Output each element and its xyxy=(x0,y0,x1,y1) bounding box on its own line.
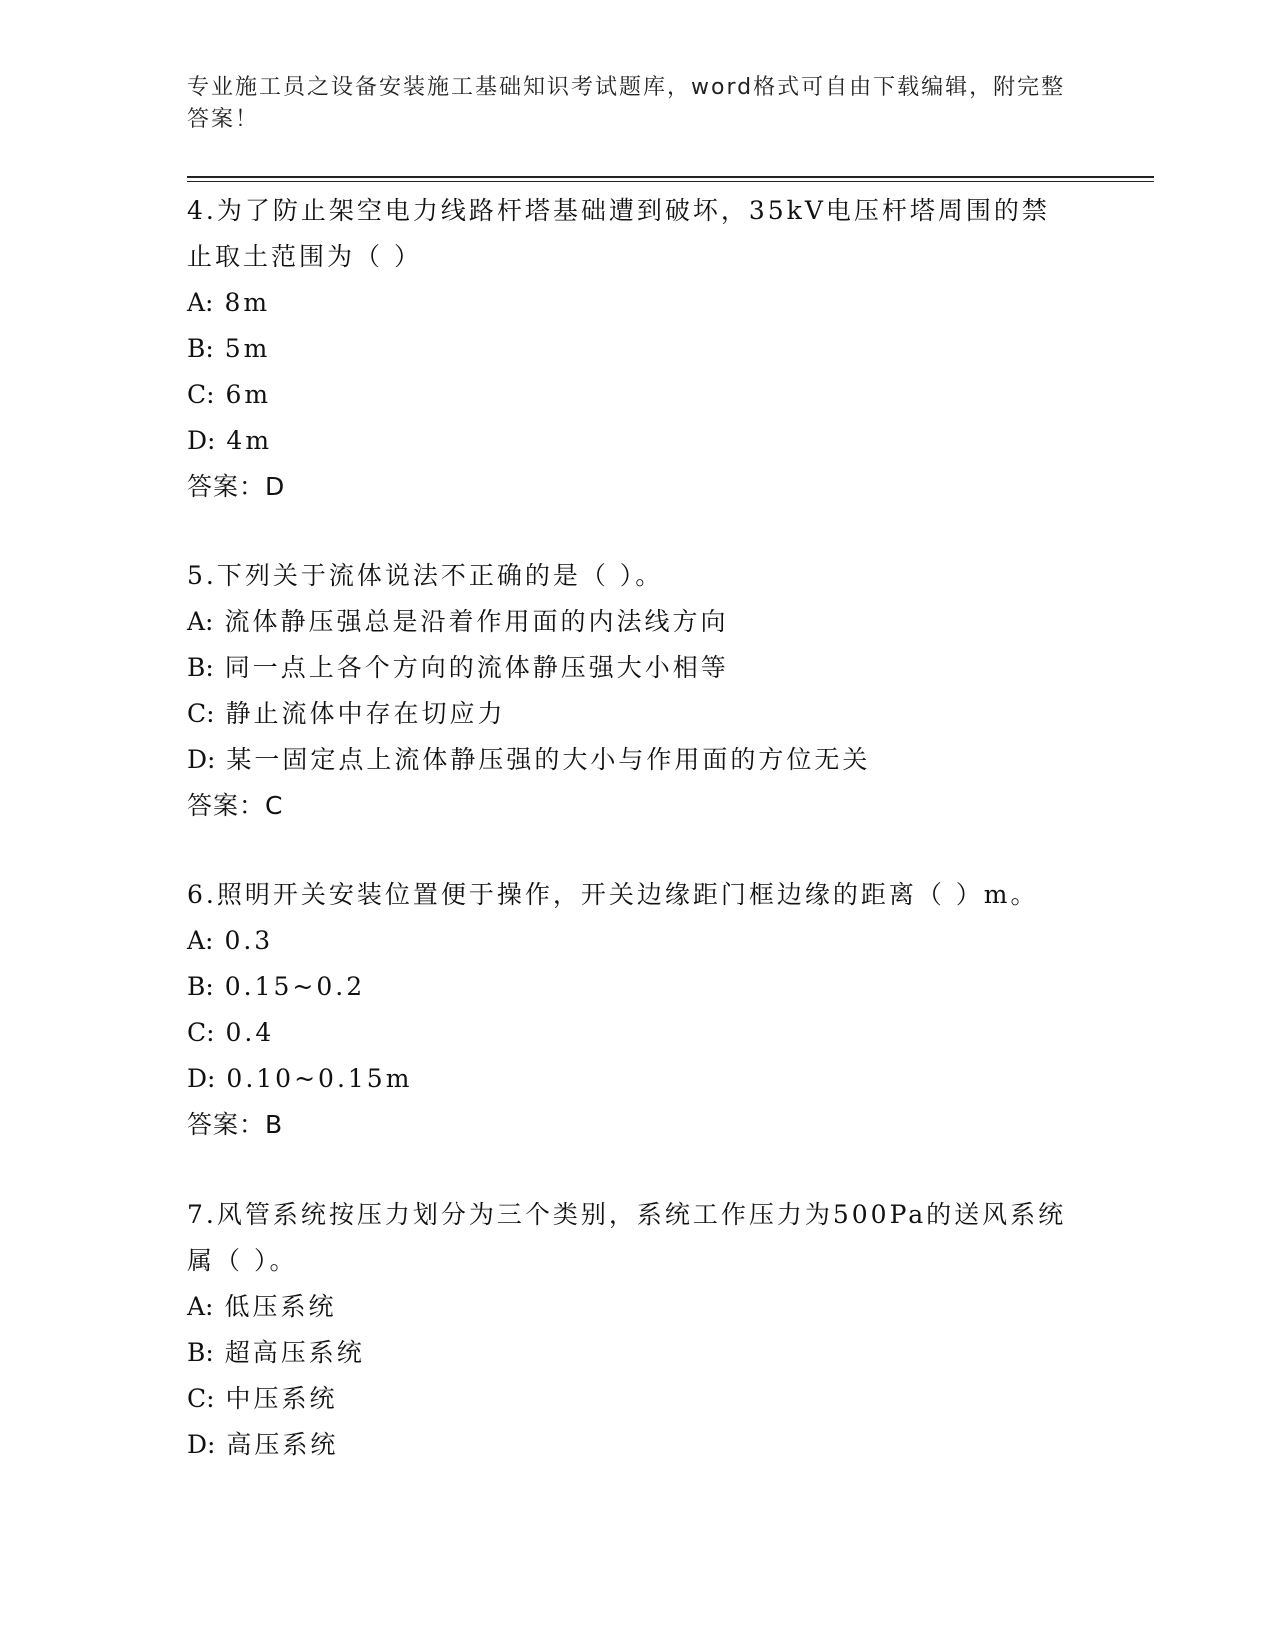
option-label: B: xyxy=(187,1338,214,1367)
option-text: 0.3 xyxy=(224,926,274,955)
option-label: B: xyxy=(187,653,214,682)
option-text: 高压系统 xyxy=(226,1430,339,1459)
question-stem: 4.为了防止架空电力线路杆塔基础遭到破坏，35kV电压杆塔周围的禁止取土范围为（ ） xyxy=(187,196,1050,271)
document-header: 专业施工员之设备安装施工基础知识考试题库，word格式可自由下载编辑，附完整答案！ xyxy=(187,75,1066,132)
option-a xyxy=(187,599,1067,645)
option-text: 0.10~0.15m xyxy=(226,1064,413,1093)
question-stem: 5.下列关于流体说法不正确的是（ ）。 xyxy=(187,561,664,590)
answer-line: 答案：C xyxy=(187,791,284,820)
option-text: 8m xyxy=(224,288,271,317)
option-d xyxy=(187,418,1067,464)
option-label: D: xyxy=(187,1064,216,1093)
option-d xyxy=(187,1422,1067,1468)
option-label: C: xyxy=(187,1018,215,1047)
header-divider-thick xyxy=(187,176,1154,178)
header-divider-thin xyxy=(187,181,1154,182)
option-b xyxy=(187,964,1067,1010)
answer-line: 答案：B xyxy=(187,1110,284,1139)
option-label: D: xyxy=(187,1430,216,1459)
option-label: C: xyxy=(187,699,215,728)
option-b xyxy=(187,1330,1067,1376)
option-text: 0.15~0.2 xyxy=(224,972,366,1001)
option-b xyxy=(187,645,1067,691)
option-text: 6m xyxy=(225,380,272,409)
option-text: 流体静压强总是沿着作用面的内法线方向 xyxy=(224,607,729,636)
option-d xyxy=(187,737,1067,783)
option-text: 低压系统 xyxy=(224,1292,337,1321)
option-label: A: xyxy=(187,607,214,636)
option-label: A: xyxy=(187,926,214,955)
option-a xyxy=(187,1284,1067,1330)
option-text: 超高压系统 xyxy=(224,1338,365,1367)
option-a xyxy=(187,918,1067,964)
option-text: 静止流体中存在切应力 xyxy=(225,699,506,728)
option-label: B: xyxy=(187,334,214,363)
option-text: 4m xyxy=(226,426,273,455)
option-text: 0.4 xyxy=(225,1018,275,1047)
option-b xyxy=(187,326,1067,372)
question-stem: 7.风管系统按压力划分为三个类别，系统工作压力为500Pa的送风系统属（ ）。 xyxy=(187,1200,1067,1275)
option-text: 同一点上各个方向的流体静压强大小相等 xyxy=(224,653,729,682)
option-d xyxy=(187,1056,1067,1102)
option-label: A: xyxy=(187,288,214,317)
question-6 xyxy=(187,872,1067,1148)
option-label: B: xyxy=(187,972,214,1001)
option-c xyxy=(187,1376,1067,1422)
option-c xyxy=(187,372,1067,418)
option-label: D: xyxy=(187,745,216,774)
question-4 xyxy=(187,188,1067,510)
question-7 xyxy=(187,1192,1067,1468)
option-label: C: xyxy=(187,380,215,409)
question-5 xyxy=(187,553,1067,829)
option-label: D: xyxy=(187,426,216,455)
option-c xyxy=(187,691,1067,737)
option-text: 某一固定点上流体静压强的大小与作用面的方位无关 xyxy=(226,745,871,774)
option-text: 5m xyxy=(224,334,271,363)
option-text: 中压系统 xyxy=(225,1384,338,1413)
answer-line: 答案：D xyxy=(187,472,286,501)
option-a xyxy=(187,280,1067,326)
question-stem: 6.照明开关安装位置便于操作，开关边缘距门框边缘的距离（ ）m。 xyxy=(187,880,1039,909)
option-label: C: xyxy=(187,1384,215,1413)
option-label: A: xyxy=(187,1292,214,1321)
option-c xyxy=(187,1010,1067,1056)
